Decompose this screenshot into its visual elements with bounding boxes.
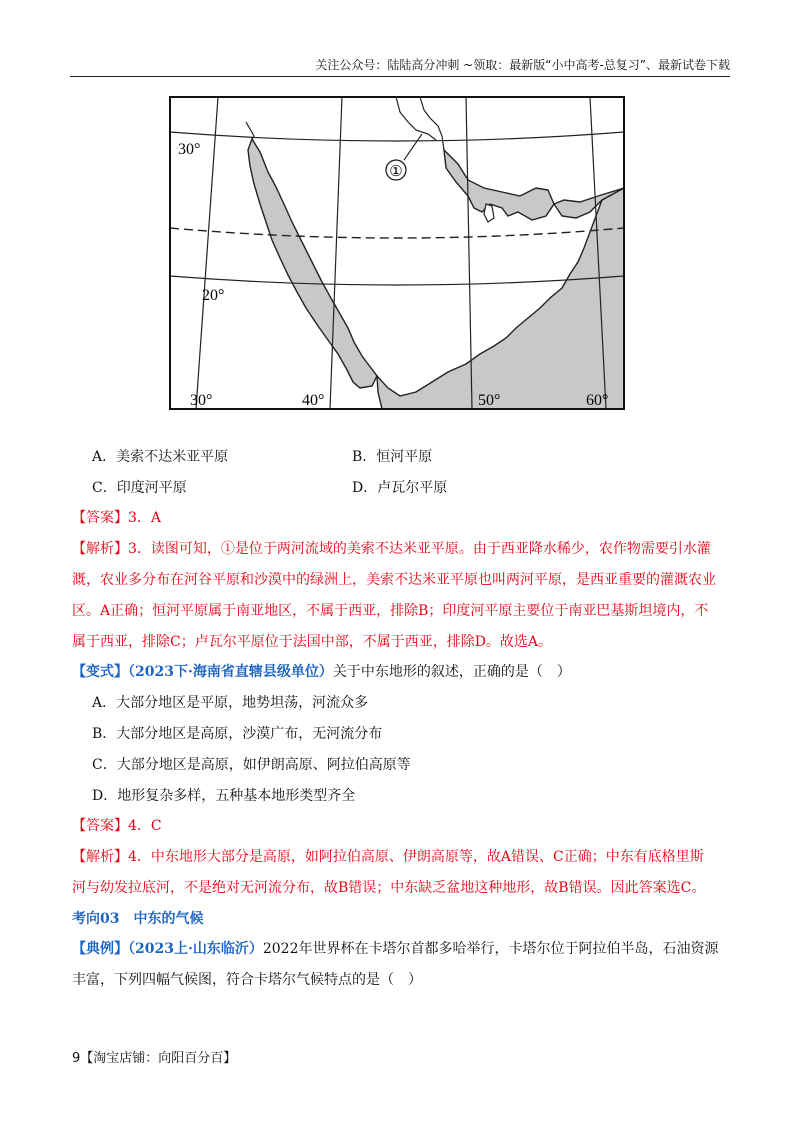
q4-stem-text: 关于中东地形的叙述，正确的是（ ） (332, 664, 571, 680)
tropic-line (170, 228, 624, 238)
qatar (484, 204, 494, 222)
answer-tag: 【答案】 (72, 818, 128, 834)
lon-label-40: 40° (302, 392, 325, 409)
analysis-tag: 【解析】 (72, 849, 128, 865)
q3-analysis-line-2: 溉，农业多分布在河谷平原和沙漠中的绿洲上，美索不达米亚平原也叫两河平原，是西亚重要的灌溉农业 (72, 572, 716, 588)
analysis-text: 3．读图可知，①是位于两河流域的美索不达米亚平原。由于西亚降水稀少，农作物需要引水灌 (128, 541, 711, 557)
q3-answer (72, 508, 740, 528)
q3-option-c: C．印度河平原 (92, 480, 187, 496)
q3-option-b: B．恒河平原 (352, 449, 433, 465)
q3-option-a: A．美索不达米亚平原 (92, 449, 229, 465)
answer-text: 3．A (128, 510, 162, 526)
q5-stem-line-2: 丰富，下列四幅气候图，符合卡塔尔气候特点的是（ ） (72, 972, 422, 988)
q5-stem-line-1 (72, 939, 740, 959)
q5-source: （2023上·山东临沂） (128, 941, 263, 957)
lat-label-30: 30° (178, 141, 201, 158)
lat-20 (170, 276, 624, 285)
example-tag: 【典例】 (72, 941, 128, 957)
q4-answer (72, 816, 740, 836)
q4-source: （2023下·海南省直辖县级单位） (128, 664, 333, 680)
q4-analysis-line-2: 河与幼发拉底河，不是绝对无河流分布，故B错误；中东缺乏盆地这种地形，故B错误。因此答案选C。 (72, 880, 706, 896)
q4-option-c: C．大部分地区是高原，如伊朗高原、阿拉伯高原等 (92, 757, 411, 773)
river-2 (420, 97, 444, 150)
page-header: 关注公众号：陆陆高分冲刺 ~领取：最新版“小中高考-总复习”、最新试卷下载 (70, 56, 730, 77)
land-north (170, 97, 268, 128)
q3-analysis-line-3: 区。A正确；恒河平原属于南亚地区，不属于西亚，排除B；印度河平原主要位于南亚巴基斯坦境内，不 (72, 603, 709, 619)
answer-text: 4．C (128, 818, 162, 834)
lat-label-20: 20° (202, 287, 225, 304)
page-footer: 9【淘宝店铺：向阳百分百】 (72, 1051, 237, 1066)
lon-label-50: 50° (478, 392, 501, 409)
q3-option-d: D．卢瓦尔平原 (352, 480, 448, 496)
lon-label-60: 60° (586, 392, 609, 409)
analysis-text: 4．中东地形大部分是高原，如阿拉伯高原、伊朗高原等，故A错误、C正确；中东有底格里斯 (128, 849, 704, 865)
q3-analysis-line-1 (72, 539, 740, 559)
analysis-tag: 【解析】 (72, 541, 128, 557)
marker-leader (404, 134, 422, 160)
arabian-sea (377, 188, 624, 409)
section-heading: 考向03 中东的气候 (72, 911, 204, 927)
q3-analysis-line-4: 属于西亚，排除C；卢瓦尔平原位于法国中部，不属于西亚，排除D。故选A。 (72, 634, 553, 650)
lon-40 (330, 97, 342, 409)
persian-gulf (444, 150, 554, 220)
answer-tag: 【答案】 (72, 510, 128, 526)
lat-30 (170, 132, 624, 141)
marker-label: ① (389, 162, 403, 180)
q4-option-d: D．地形复杂多样，五种基本地形类型齐全 (92, 788, 356, 804)
q4-option-b: B．大部分地区是高原，沙漠广布，无河流分布 (92, 726, 383, 742)
variant-tag: 【变式】 (72, 664, 128, 680)
q4-analysis-line-1 (72, 847, 740, 867)
red-sea (248, 139, 377, 388)
q4-option-a: A．大部分地区是平原，地势坦荡，河流众多 (92, 695, 369, 711)
lon-label-30: 30° (190, 392, 213, 409)
middle-east-map (150, 92, 626, 412)
q5-stem-text: 2022年世界杯在卡塔尔首都多哈举行，卡塔尔位于阿拉伯半岛，石油资源 (262, 941, 719, 957)
q4-stem (72, 662, 740, 682)
